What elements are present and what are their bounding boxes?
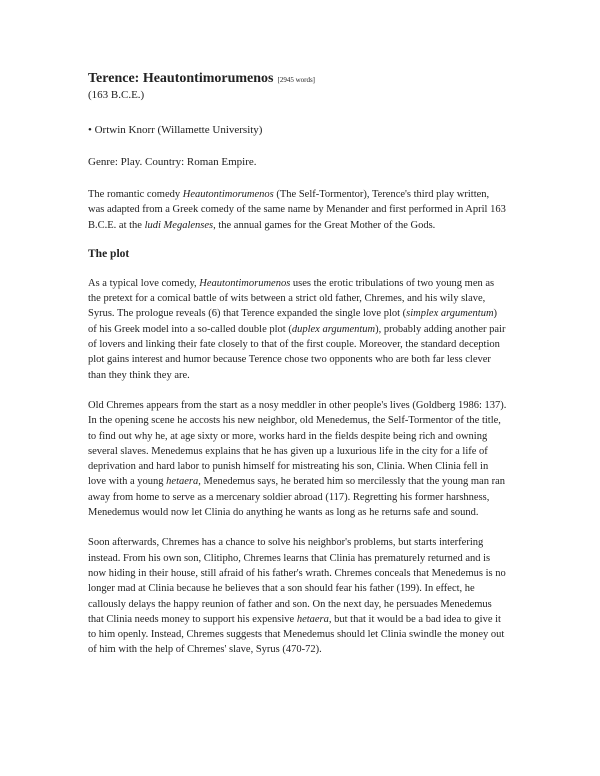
text-run: , Menedemus says, he berated him so mercilessly that the young man ran away from home to serve as a mercenary soldier abroad (117). Regretting his former harshness, Menedemus would now let Clinia do anything he wants as long as he returns safe and sound. xyxy=(88,476,505,519)
article-date: (163 B.C.E.) xyxy=(88,89,145,101)
genre-line: Genre: Play. Country: Roman Empire. xyxy=(88,156,257,168)
intro-paragraph xyxy=(88,187,508,233)
plot-paragraph-3 xyxy=(88,535,508,657)
text-run: The romantic comedy xyxy=(88,189,183,200)
italic-term: hetaera xyxy=(166,476,199,488)
text-run: Soon afterwards, Chremes has a chance to solve his neighbor's problems, but starts interfering instead. From his own son, Clitipho, Chremes learns that Clinia has prematurely returned and is now hiding in their house, still afraid of his father's wrath. Chremes conceals that Menedemus is no longer mad at Clinia because he believes that a son should fear his father (199). In effect, he callously delays the happy reunion of father and son. On the next day, he persuades Menedemus that Clinia needs money to support his expensive xyxy=(88,537,506,625)
text-run: ), probably adding another pair of lovers and linking their fate closely to that of the first couple. Moreover, the standard deception plot gains interest and humor because Terence chose two opponents who are both far less clever than they think they are. xyxy=(88,323,506,381)
text-run: As a typical love comedy, xyxy=(88,277,200,289)
text-run: uses the erotic tribulations of two young men as the pretext for a comical battle of wits between a strict old father, Chremes, and his wily slave, Syrus. The prologue reveals (6) that Terence expanded the single love plot ( xyxy=(88,277,495,320)
article-body xyxy=(88,70,508,658)
author-line: • Ortwin Knorr (Willamette University) xyxy=(88,124,263,136)
italic-term: hetaera xyxy=(296,613,329,625)
article-title: Terence: Heautontimorumenos xyxy=(88,71,274,86)
italic-title: Heautontimorumenos xyxy=(199,277,291,289)
italic-term: simplex argumentum xyxy=(406,308,494,320)
text-run: , but that it would be a bad idea to give it to him openly. Instead, Chremes suggests that Menedemus should let Clinia swindle the money out of him with the help of Chremes' slave, Syrus (470-72). xyxy=(88,613,505,656)
italic-title: Heautontimorumenos xyxy=(182,189,274,200)
text-run: ) of his Greek model into a so-called double plot ( xyxy=(88,308,498,335)
title-line xyxy=(88,70,508,88)
plot-paragraph-1 xyxy=(88,276,508,383)
italic-term: duplex argumentum xyxy=(291,323,376,335)
text-run: , the annual games for the Great Mother of the Gods. xyxy=(213,219,436,231)
section-heading: The plot xyxy=(88,247,130,260)
italic-term: ludi Megalenses xyxy=(144,219,214,231)
text-run: (The Self-Tormentor), Terence's third play written, was adapted from a Greek comedy of the same name by Menander and first performed in April 163 B.C.E. at the xyxy=(88,189,506,231)
word-count: [2945 words] xyxy=(277,76,316,84)
text-run: Old Chremes appears from the start as a nosy meddler in other people's lives (Goldberg 1986: 137). In the opening scene he accosts his new neighbor, old Menedemus, the Self-Tormentor of the title, to find out why he, at age sixty or more, works hard in the fields despite being rich and owning several slaves. Menedemus explains that he has given up a luxurious life in the city for a life of deprivation and hard labor to punish himself for mistreating his son, Clinia. When Clinia fell in love with a young xyxy=(88,399,507,488)
plot-paragraph-2 xyxy=(88,398,508,520)
